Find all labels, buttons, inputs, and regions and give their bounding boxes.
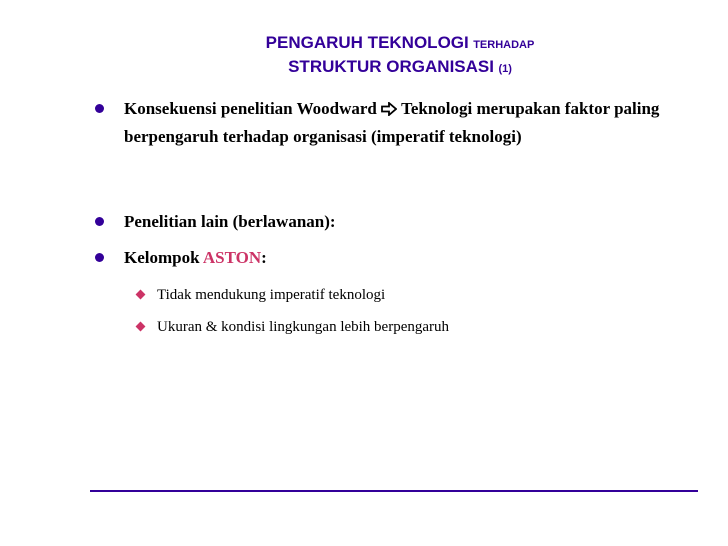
aston-highlight: ASTON <box>202 248 262 267</box>
right-arrow-icon <box>381 98 397 124</box>
bullet-text-1a: Konsekuensi penelitian Woodward <box>124 99 377 118</box>
bullet-item-woodward <box>124 96 684 150</box>
title-small-2: (1) <box>498 63 512 75</box>
footer-divider <box>90 490 698 492</box>
bullet-text-1b: Teknologi merupakan faktor paling berpengaruh terhadap organisasi (imperatif teknologi) <box>124 99 660 146</box>
title-small-1: TERHADAP <box>473 39 535 51</box>
title-main-2: STRUKTUR ORGANISASI <box>288 57 494 76</box>
title-main-1: PENGARUH TEKNOLOGI <box>265 33 469 52</box>
sub-bullet-text-1: Tidak mendukung imperatif teknologi <box>157 287 386 303</box>
bullet-text-3-prefix: Kelompok <box>124 248 200 267</box>
sub-bullet-item-2 <box>157 317 697 337</box>
diamond-bullet-icon <box>136 322 146 332</box>
bullet-item-penelitian-lain <box>124 209 684 235</box>
bullet-text-2: Penelitian lain (berlawanan): <box>124 212 336 231</box>
bullet-text-3-suffix: : <box>261 248 267 267</box>
circle-bullet-icon <box>95 253 104 262</box>
circle-bullet-icon <box>95 217 104 226</box>
sub-bullet-item-1 <box>157 285 697 305</box>
bullet-item-aston <box>124 245 684 271</box>
sub-bullet-text-2: Ukuran & kondisi lingkungan lebih berpengaruh <box>157 319 450 335</box>
circle-bullet-icon <box>95 104 104 113</box>
diamond-bullet-icon <box>136 290 146 300</box>
